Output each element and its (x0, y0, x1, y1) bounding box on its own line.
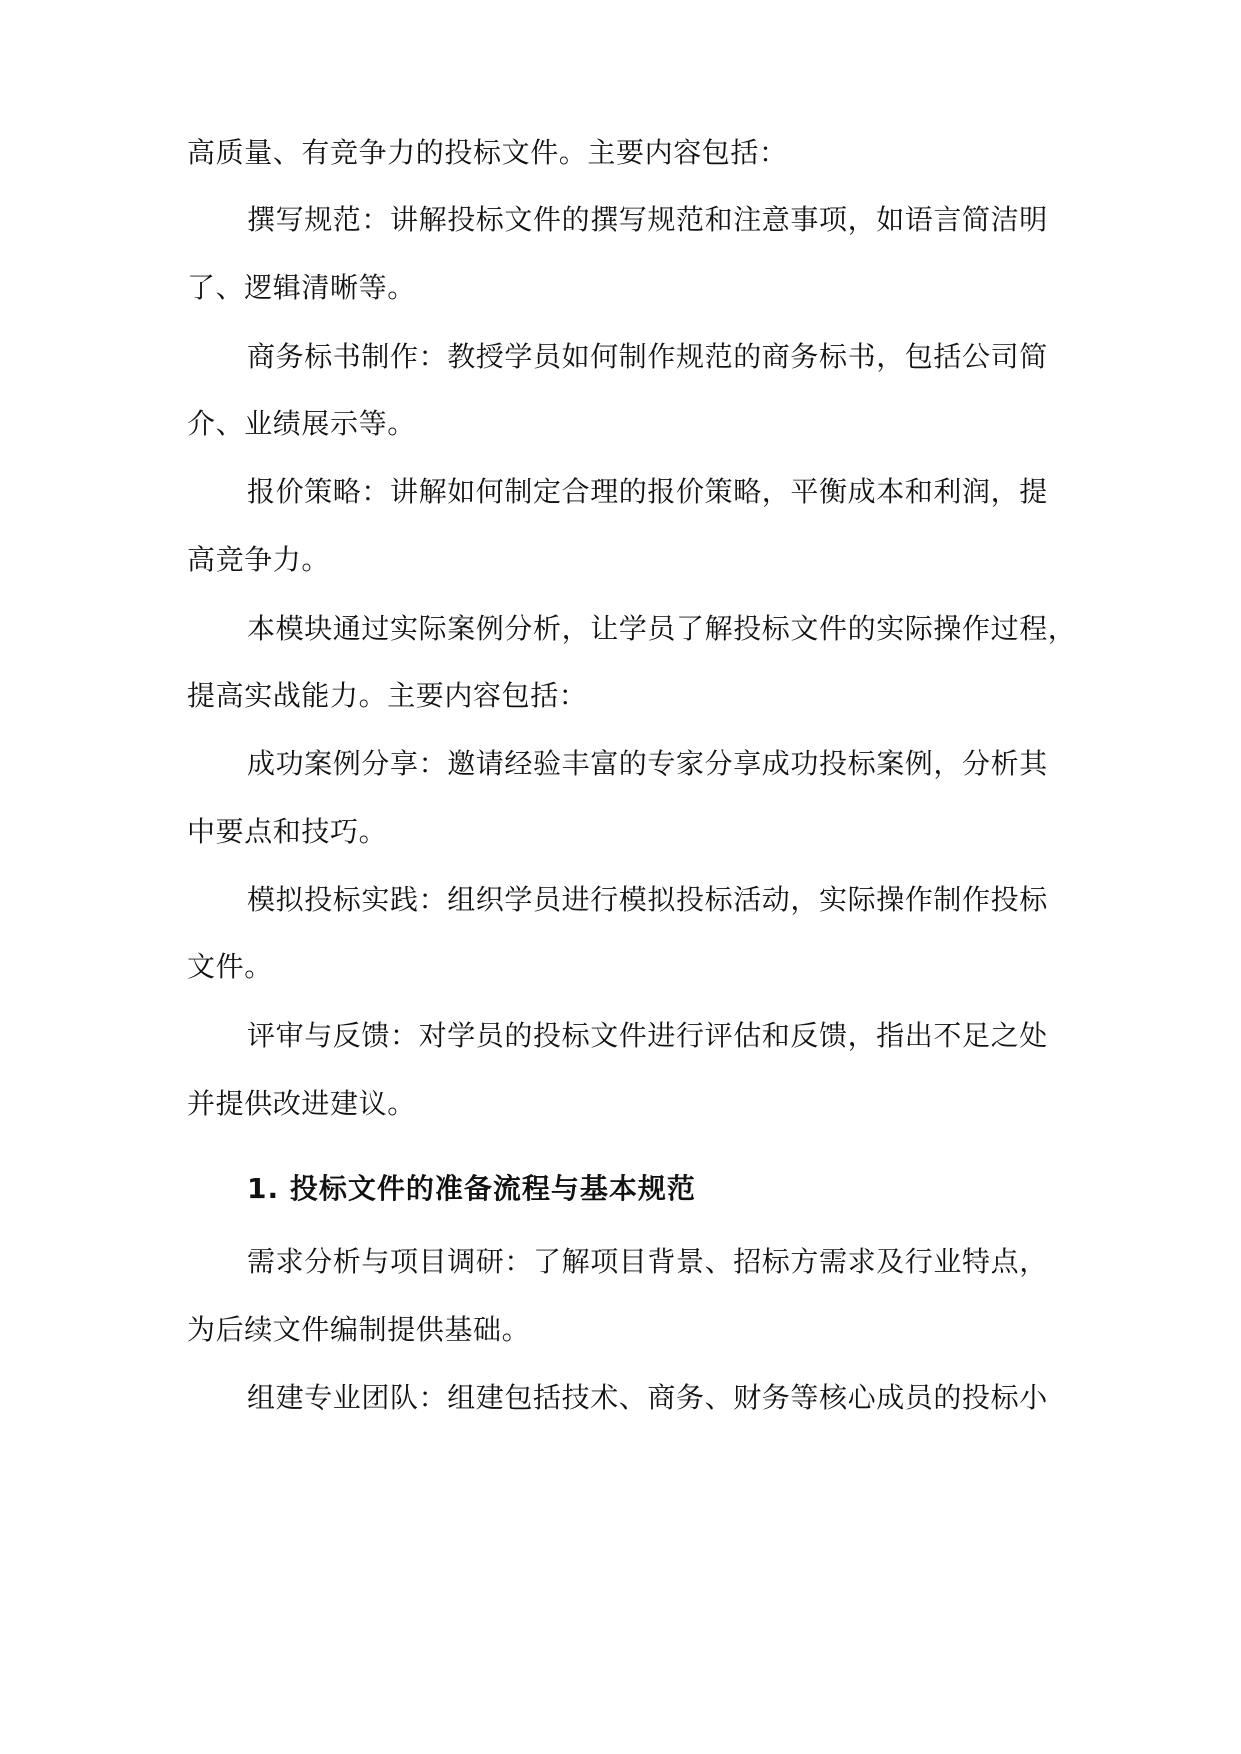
text-line: 为后续文件编制提供基础。 (187, 1313, 531, 1346)
paragraph-line: 成功案例分享：邀请经验丰富的专家分享成功投标案例，分析其 (247, 747, 1048, 780)
text-line: 提高实战能力。主要内容包括： (187, 679, 588, 712)
paragraph-line: 组建专业团队：组建包括技术、商务、财务等核心成员的投标小 (247, 1381, 1048, 1414)
paragraph-line: 报价策略：讲解如何制定合理的报价策略，平衡成本和利润，提 (247, 475, 1048, 508)
text-line: 介、业绩展示等。 (187, 407, 416, 440)
paragraph-line: 评审与反馈：对学员的投标文件进行评估和反馈，指出不足之处 (247, 1019, 1048, 1052)
paragraph-line: 需求分析与项目调研：了解项目背景、招标方需求及行业特点， (247, 1245, 1048, 1278)
text-line: 中要点和技巧。 (187, 815, 388, 848)
paragraph-line: 本模块通过实际案例分析，让学员了解投标文件的实际操作过程， (247, 612, 1077, 645)
text-line: 高质量、有竞争力的投标文件。主要内容包括： (187, 136, 788, 169)
text-line: 并提供改进建议。 (187, 1087, 416, 1120)
text-line: 高竞争力。 (187, 543, 331, 576)
text-line: 文件。 (187, 950, 273, 983)
paragraph-line: 模拟投标实践：组织学员进行模拟投标活动，实际操作制作投标 (247, 883, 1048, 916)
section-heading: 1. 投标文件的准备流程与基本规范 (247, 1172, 696, 1205)
paragraph-line: 商务标书制作：教授学员如何制作规范的商务标书，包括公司简 (247, 340, 1048, 373)
paragraph-line: 撰写规范：讲解投标文件的撰写规范和注意事项，如语言简洁明 (247, 203, 1048, 236)
text-line: 了、逻辑清晰等。 (187, 271, 416, 304)
